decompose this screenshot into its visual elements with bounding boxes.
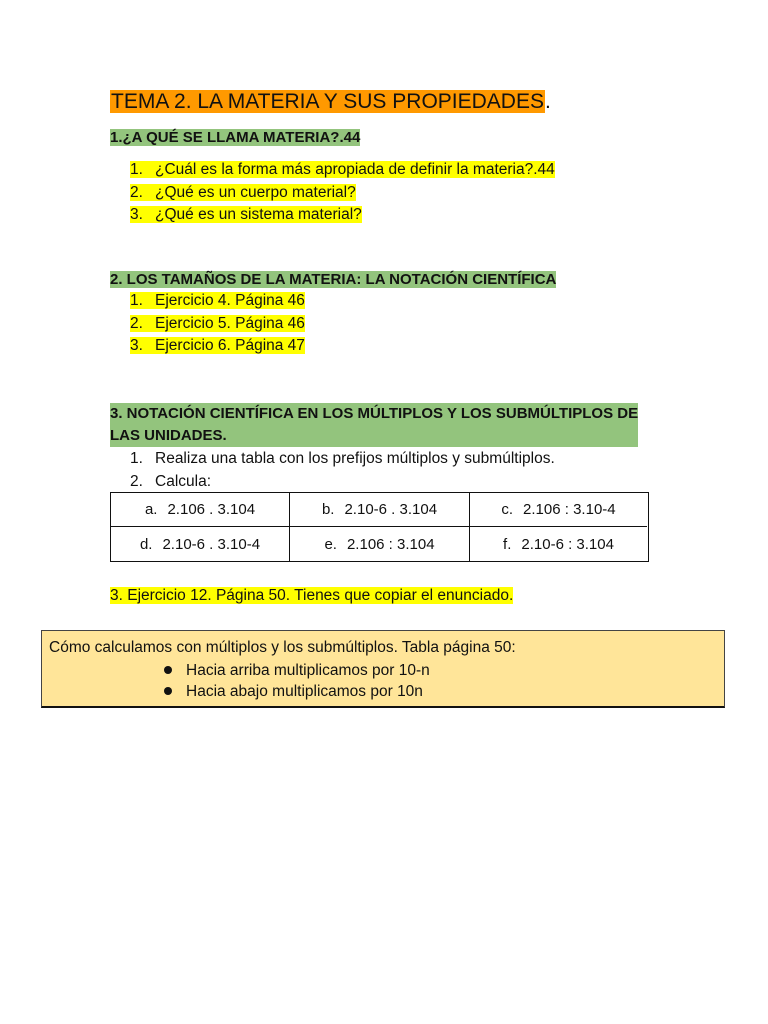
- list-item-number: 3.: [130, 206, 143, 223]
- note-box: [41, 630, 725, 708]
- section2-heading-text: 2. LOS TAMAÑOS DE LA MATERIA: LA NOTACIÓN CIENTÍFICA: [110, 271, 557, 288]
- table-cell: [111, 527, 290, 561]
- page-title-text: TEMA 2. LA MATERIA Y SUS PROPIEDADES: [111, 90, 544, 113]
- list-item: [130, 204, 555, 227]
- page-title-suffix: .: [544, 90, 551, 113]
- list-item-text: Ejercicio 6. Página 47: [155, 337, 305, 354]
- list-item-number: 2.: [130, 314, 143, 332]
- list-item-text: Realiza una tabla con los prefijos múltiplos y submúltiplos.: [155, 450, 555, 467]
- cell-expression: 2.10-6 . 3.10-4: [162, 535, 261, 553]
- cell-expression: 2.106 . 3.104: [167, 501, 256, 518]
- cell-expression: 2.10-6 . 3.104: [344, 501, 438, 518]
- list-item-text: ¿Qué es un sistema material?: [155, 206, 362, 223]
- table-cell: [470, 493, 647, 527]
- list-item: [130, 471, 555, 494]
- cell-label: c.: [501, 501, 514, 518]
- list-item-text: Calcula:: [155, 472, 211, 490]
- bullet-text: Hacia arriba multiplicamos por 10-n: [186, 662, 430, 679]
- calculation-table: [110, 492, 649, 562]
- list-item-number: 3.: [130, 337, 143, 354]
- list-item: [164, 660, 430, 681]
- section1-heading-text: 1.¿A QUÉ SE LLAMA MATERIA?.44: [110, 129, 361, 146]
- list-item-text: Ejercicio 4. Página 46: [155, 292, 305, 309]
- list-item: [164, 681, 430, 702]
- list-item-number: 1.: [130, 450, 143, 467]
- list-item-number: 2.: [130, 183, 143, 201]
- note-intro: Cómo calculamos con múltiplos y los submúltiplos. Tabla página 50:: [49, 639, 516, 656]
- cell-label: b.: [321, 501, 335, 518]
- cell-label: d.: [139, 535, 153, 553]
- bullet-icon: [164, 666, 172, 674]
- cell-label: f.: [503, 535, 512, 553]
- list-item-number: 1.: [130, 292, 143, 309]
- note-bullets: [164, 660, 430, 702]
- list-item: [130, 290, 305, 313]
- cell-label: a.: [144, 501, 158, 518]
- page-title: [110, 86, 551, 118]
- section3-heading: [110, 403, 638, 447]
- table-cell: [111, 493, 290, 527]
- list-item: [130, 159, 555, 182]
- table-cell: [470, 527, 647, 561]
- section2-list: [130, 290, 305, 358]
- section2-heading: [110, 269, 556, 291]
- cell-expression: 2.106 : 3.10-4: [523, 501, 616, 518]
- bullet-icon: [164, 687, 172, 695]
- list-item-text: Ejercicio 5. Página 46: [155, 314, 305, 332]
- list-item: [130, 182, 555, 205]
- list-item: [130, 335, 305, 358]
- cell-expression: 2.10-6 : 3.104: [521, 535, 614, 553]
- section3-heading-line2: LAS UNIDADES.: [110, 427, 227, 444]
- section1-heading: [110, 127, 360, 149]
- exercise-line: [110, 585, 513, 607]
- cell-label: e.: [324, 535, 337, 553]
- list-item: [130, 448, 555, 471]
- section3-heading-line1: 3. NOTACIÓN CIENTÍFICA EN LOS MÚLTIPLOS Y LOS SUBMÚLTIPLOS DE: [110, 405, 639, 422]
- cell-expression: 2.106 : 3.104: [346, 535, 435, 553]
- list-item: [130, 313, 305, 336]
- section3-list: [130, 448, 555, 493]
- bullet-text: Hacia abajo multiplicamos por 10n: [186, 683, 423, 700]
- table-cell: [290, 527, 470, 561]
- list-item-number: 2.: [130, 472, 143, 490]
- list-item-number: 1.: [130, 161, 143, 178]
- section1-list: [130, 159, 555, 227]
- table-cell: [290, 493, 470, 527]
- exercise-text: 3. Ejercicio 12. Página 50. Tienes que copiar el enunciado.: [110, 587, 514, 604]
- list-item-text: ¿Cuál es la forma más apropiada de definir la materia?.44: [155, 161, 555, 178]
- list-item-text: ¿Qué es un cuerpo material?: [155, 183, 356, 201]
